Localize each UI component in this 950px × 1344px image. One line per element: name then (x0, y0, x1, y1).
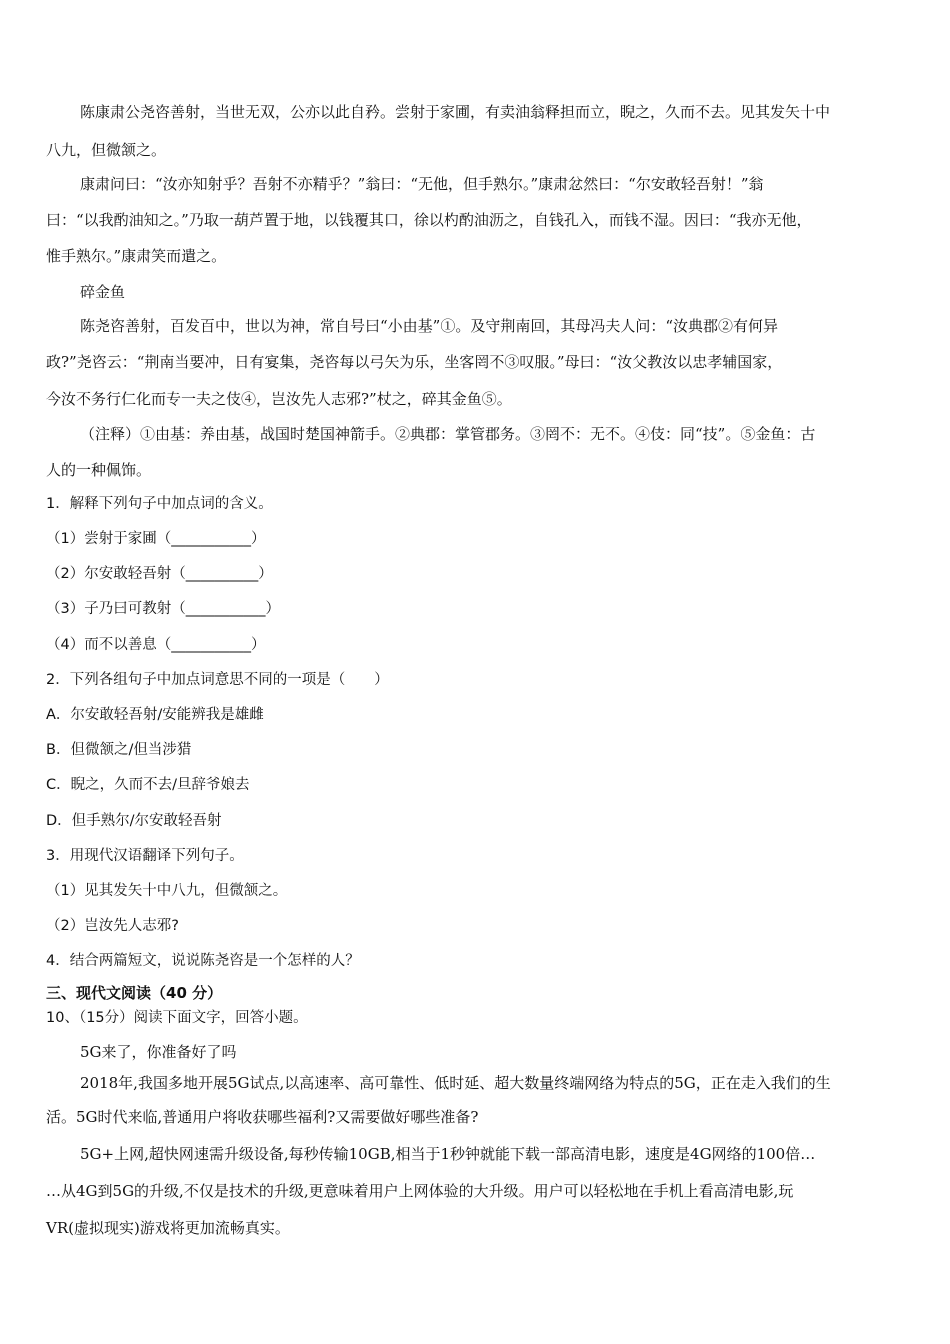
passage2-note-line2: 人的一种佩饰。 (46, 461, 152, 479)
question-1-item-2: （2）尔安敢轻吾射（__________） (46, 566, 273, 582)
question-1-item-1: （1）尝射于家圃（___________） (46, 531, 266, 547)
passage1-line1: 陈康肃公尧咨善射，当世无双，公亦以此自矜。尝射于家圃，有卖油翁释担而立，睨之，久而不去。见其发矢十中 (80, 103, 831, 121)
passage2-line2: 政?”尧咨云：“荆南当要冲，日有宴集，尧咨每以弓矢为乐，坐客罔不③叹服。”母曰：“汝父教汝以忠孝辅国家， (46, 353, 783, 371)
article-p1-line1: 2018年,我国多地开展5G试点,以高速率、高可靠性、低时延、超大数量终端网络为特点的5G，正在走入我们的生 (80, 1074, 831, 1092)
passage2-line1: 陈尧咨善射，百发百中，世以为神，常自号曰“小由基”①。及守荆南回，其母冯夫人问：“汝典郡②有何异 (80, 317, 779, 335)
article-p2-line3: VR(虚拟现实)游戏将更加流畅真实。 (46, 1219, 290, 1237)
question-2-option-c: C．睨之，久而不去/旦辞爷娘去 (46, 777, 250, 793)
article-title: 5G来了，你准备好了吗 (80, 1043, 237, 1061)
section-3-heading: 三、现代文阅读（40 分） (46, 984, 223, 1002)
passage1-line5: 惟手熟尔。”康肃笑而遣之。 (46, 247, 227, 265)
article-p2-line1: 5G+上网,超快网速需升级设备,每秒传输10GB,相当于1秒钟就能下载一部高清电影，速度是4G网络的100倍… (80, 1145, 816, 1163)
passage1-line4: 曰：“以我酌油知之。”乃取一葫芦置于地，以钱覆其口，徐以杓酌油沥之，自钱孔入，而钱不湿。因曰：“我亦无他， (46, 211, 812, 229)
passage2-note-line1: （注释）①由基：养由基，战国时楚国神箭手。②典郡：掌管郡务。③罔不：无不。④伎：同“技”。⑤金鱼：古 (80, 425, 816, 443)
passage2-title: 碎金鱼 (80, 283, 126, 301)
article-p1-line2: 活。5G时代来临,普通用户将收获哪些福利?又需要做好哪些准备? (46, 1108, 479, 1126)
article-p2-line2: …从4G到5G的升级,不仅是技术的升级,更意味着用户上网体验的大升级。用户可以轻松地在手机上看高清电影,玩 (46, 1182, 794, 1200)
question-2-option-b: B．但微颔之/但当涉猎 (46, 742, 192, 758)
question-2-option-a: A．尔安敢轻吾射/安能辨我是雄雌 (46, 707, 264, 723)
question-2-option-d: D．但手熟尔/尔安敢轻吾射 (46, 813, 222, 829)
question-10: 10、（15分）阅读下面文字，回答小题。 (46, 1010, 308, 1026)
question-4: 4．结合两篇短文，说说陈尧咨是一个怎样的人？ (46, 953, 360, 969)
question-1-item-4: （4）而不以善息（___________） (46, 637, 266, 653)
question-1: 1．解释下列句子中加点词的含义。 (46, 496, 273, 512)
question-3-item-1: （1）见其发矢十中八九，但微颔之。 (46, 883, 288, 899)
passage1-line2: 八九，但微颔之。 (46, 141, 167, 159)
passage1-line3: 康肃问曰：“汝亦知射乎？吾射不亦精乎？”翁曰：“无他，但手熟尔。”康肃忿然曰：“尔安敢轻吾射！”翁 (80, 175, 764, 193)
question-1-item-3: （3）子乃曰可教射（___________） (46, 601, 280, 617)
question-3-item-2: （2）岂汝先人志邪? (46, 918, 179, 934)
passage2-line3: 今汝不务行仁化而专一夫之伎④，岂汝先人志邪?”杖之，碎其金鱼⑤。 (46, 390, 512, 408)
question-2: 2．下列各组句子中加点词意思不同的一项是（ ） (46, 672, 389, 688)
question-3: 3．用现代汉语翻译下列句子。 (46, 848, 244, 864)
